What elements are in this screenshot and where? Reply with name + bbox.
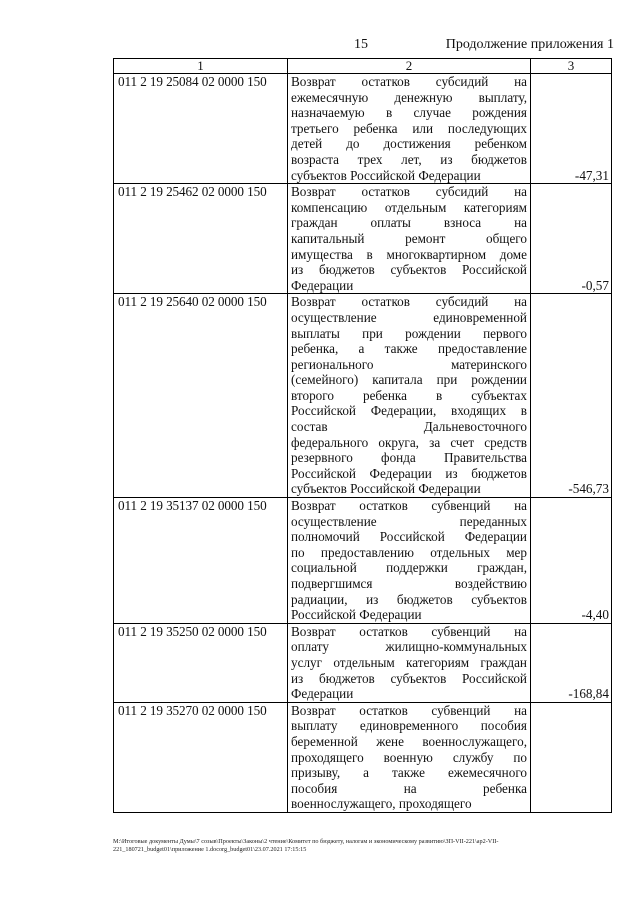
description-line: Возврат остатков субсидий на: [291, 294, 527, 310]
description-line: Российской Федерации из бюджетов: [291, 465, 527, 481]
amount-cell: -168,84: [531, 623, 612, 702]
description-line: Возврат остатков субсидий на: [291, 184, 527, 200]
description-line: Российской Федерации: [291, 607, 422, 623]
description-line: (семейного) капитала при рождении: [291, 372, 527, 388]
description-line: радиации, из бюджетов субъектов: [291, 591, 527, 607]
description-line: ежемесячную денежную выплату,: [291, 89, 527, 105]
description-line: услуг отдельным категориям граждан: [291, 654, 527, 670]
description-line: Возврат остатков субвенций на: [291, 702, 527, 718]
description-line: выплату единовременного пособия: [291, 718, 527, 734]
description-line: федерального округа, за счет средств: [291, 434, 527, 450]
description-line: подвергшимся воздействию: [291, 576, 527, 591]
description-line: возраста трех лет, из бюджетов: [291, 151, 527, 167]
description-cell: [288, 623, 531, 702]
page-number: 15: [354, 37, 368, 52]
footer-line-1: M:\Итоговые документы Думы\7 созыв\Проекты\Законы\2 чтение\Комитет по бюджету, налогам и экономическому развитию\ЗП-VII-221\ар2-VII-: [113, 838, 499, 845]
table-row: [114, 294, 612, 498]
description-cell: [288, 74, 531, 184]
budget-code: 011 2 19 35250 02 0000 150: [114, 623, 288, 702]
table-row: [114, 184, 612, 294]
description-line: субъектов Российской Федерации: [291, 481, 481, 497]
description-line: оплату жилищно-коммунальных: [291, 639, 527, 655]
table-row: [114, 74, 612, 184]
continuation-label: Продолжение приложения 1: [445, 37, 614, 52]
table-row: [114, 498, 612, 624]
description-cell: [288, 702, 531, 812]
table-header-row: [114, 59, 612, 74]
description-line: ребенка, а также предоставление: [291, 341, 527, 357]
amount-cell: -4,40: [531, 498, 612, 624]
column-header-3: 3: [531, 59, 612, 74]
budget-code: 011 2 19 25084 02 0000 150: [114, 74, 288, 184]
table-row: [114, 623, 612, 702]
description-line: регионального материнского: [291, 356, 527, 372]
description-line: социальной поддержки граждан,: [291, 560, 527, 576]
description-line: компенсацию отдельным категориям: [291, 199, 527, 215]
amount-cell: -47,31: [531, 74, 612, 184]
description-line: осуществление переданных: [291, 513, 527, 529]
description-line: резервного фонда Правительства: [291, 450, 527, 466]
description-cell: [288, 498, 531, 624]
budget-code: 011 2 19 35137 02 0000 150: [114, 498, 288, 624]
description-cell: [288, 294, 531, 498]
table-row: [114, 702, 612, 812]
description-line: назначаемую в случае рождения: [291, 105, 527, 121]
budget-code: 011 2 19 25640 02 0000 150: [114, 294, 288, 498]
amount-cell: -0,57: [531, 184, 612, 294]
description-line: Федерации: [291, 686, 354, 702]
description-line: полномочий Российской Федерации: [291, 529, 527, 545]
amount-cell: [531, 702, 612, 812]
description-line: по предоставлению отдельных мер: [291, 544, 527, 560]
description-line: капитальный ремонт общего: [291, 230, 527, 246]
description-line: призыву, а также ежемесячного: [291, 765, 527, 781]
description-line: детей до достижения ребенком: [291, 136, 527, 152]
description-line: из бюджетов субъектов Российской: [291, 262, 527, 278]
description-line: из бюджетов субъектов Российской: [291, 670, 527, 686]
description-line: проходящего военную службу по: [291, 749, 527, 765]
description-line: имущества в многоквартирном доме: [291, 246, 527, 262]
description-line: осуществление единовременной: [291, 309, 527, 325]
budget-code: 011 2 19 35270 02 0000 150: [114, 702, 288, 812]
description-line: Федерации: [291, 277, 354, 293]
description-line: Возврат остатков субсидий на: [291, 74, 527, 89]
description-line: беременной жене военнослужащего,: [291, 733, 527, 749]
budget-code: 011 2 19 25462 02 0000 150: [114, 184, 288, 294]
description-line: выплаты при рождении первого: [291, 325, 527, 341]
footer-line-2: 221_180721_budget01\приложение 1.docorg_budget01\23.07.2021 17:15:15: [113, 846, 307, 853]
column-header-2: 2: [288, 59, 531, 74]
description-line: субъектов Российской Федерации: [291, 167, 481, 183]
budget-table: [113, 58, 612, 813]
column-header-1: 1: [114, 59, 288, 74]
description-cell: [288, 184, 531, 294]
description-line: граждан оплаты взноса на: [291, 215, 527, 231]
amount-cell: -546,73: [531, 294, 612, 498]
description-line: Возврат остатков субвенций на: [291, 498, 527, 514]
description-line: Возврат остатков субвенций на: [291, 623, 527, 639]
description-line: состав Дальневосточного: [291, 419, 527, 435]
file-path-footer: [113, 838, 613, 854]
description-line: третьего ребенка или последующих: [291, 120, 527, 136]
description-line: пособия на ребенка: [291, 780, 527, 796]
description-line: второго ребенка в субъектах: [291, 387, 527, 403]
description-line: военнослужащего, проходящего: [291, 796, 472, 812]
description-line: Российской Федерации, входящих в: [291, 403, 527, 419]
